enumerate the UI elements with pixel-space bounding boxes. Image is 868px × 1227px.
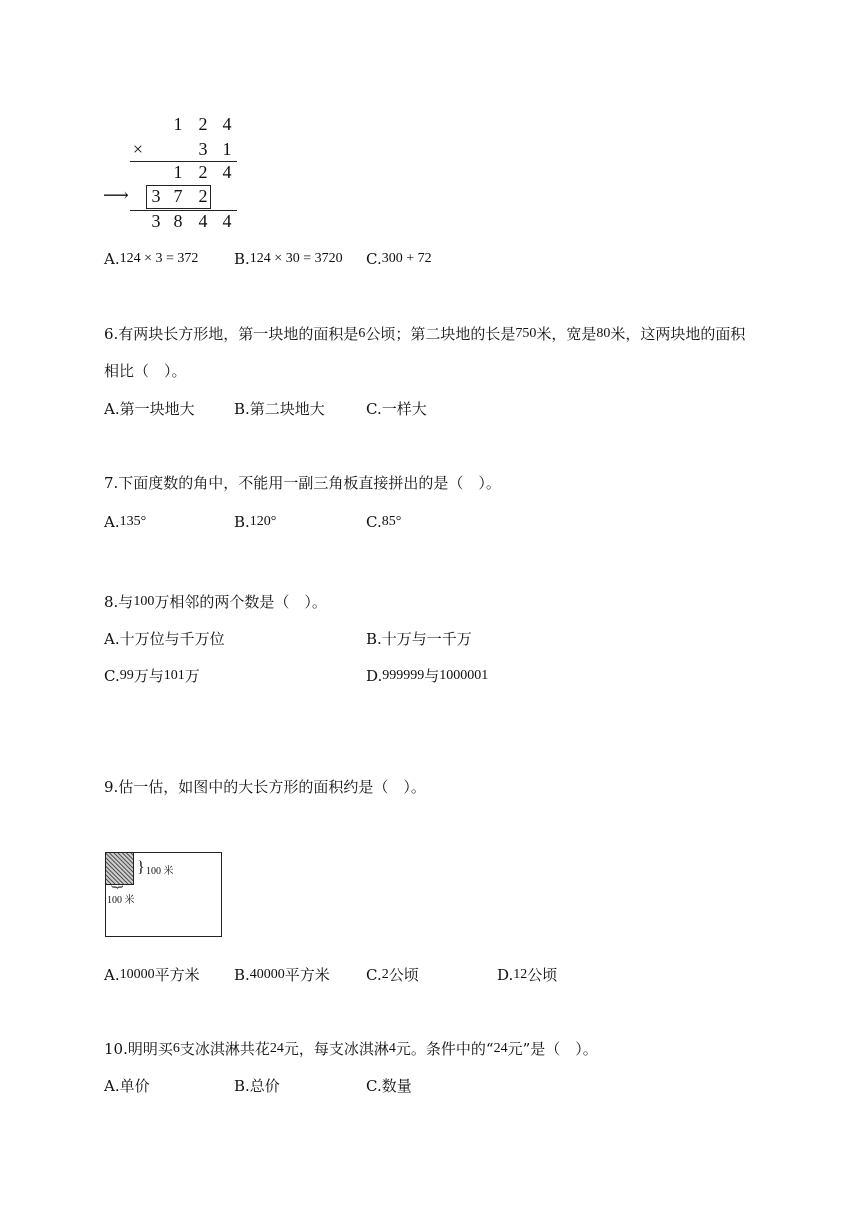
digit: 1	[173, 114, 183, 134]
brace-icon: }	[137, 859, 145, 876]
q8-option-b[interactable]: B.十万与一千万	[366, 630, 472, 648]
q7-option-a[interactable]	[104, 513, 146, 531]
times-sign: ×	[132, 139, 144, 159]
text: 万相邻的两个数是（ ）。	[154, 593, 327, 611]
q6-option-b[interactable]: B.第二块地大	[234, 400, 325, 418]
brace-icon-bottom: }	[109, 883, 125, 891]
number: 80	[596, 326, 611, 341]
option-prefix: A.	[104, 513, 120, 531]
option-prefix: C.	[366, 250, 382, 268]
q7-option-c[interactable]	[366, 513, 401, 531]
option-value: 85°	[381, 514, 402, 529]
q5-option-c[interactable]	[366, 250, 432, 268]
q9-text: 9.估一估，如图中的大长方形的面积约是（ ）。	[104, 778, 426, 796]
text: 10.明明买	[104, 1040, 173, 1058]
option-value: 124 × 30 = 3720	[249, 251, 343, 266]
q10-text	[104, 1038, 598, 1059]
q8-text	[104, 591, 327, 612]
number: 101	[163, 668, 185, 683]
number: 1000001	[439, 668, 489, 683]
option-prefix: A.	[104, 966, 120, 984]
q8-option-a[interactable]: A.十万位与千万位	[104, 630, 225, 648]
option-prefix: B.	[234, 513, 250, 531]
text: 8.与	[104, 593, 134, 611]
q6-text-line2: 相比（ ）。	[104, 362, 187, 380]
digit: 1	[173, 162, 183, 182]
digit: 8	[173, 211, 183, 231]
q9-option-b[interactable]	[234, 964, 330, 985]
text: 公顷；第二块地的长是	[365, 325, 516, 343]
digit: 3	[198, 139, 208, 159]
text: 米，宽是	[536, 325, 597, 343]
q8-option-c[interactable]	[104, 665, 200, 686]
digit: 1	[222, 139, 232, 159]
number: 999999	[382, 668, 425, 683]
digit: 4	[222, 162, 232, 182]
number: 4	[388, 1041, 396, 1056]
number: 99	[119, 668, 134, 683]
hatched-square	[106, 853, 134, 885]
number: 6	[358, 326, 366, 341]
option-prefix: C.	[366, 513, 382, 531]
q10-option-c[interactable]: C.数量	[366, 1077, 412, 1095]
number: 24	[269, 1041, 284, 1056]
option-value: 300 + 72	[381, 251, 432, 266]
digit: 2	[198, 114, 208, 134]
text: 万	[184, 667, 200, 685]
vertical-multiplication	[100, 108, 250, 238]
arrow-icon: ⟶	[103, 185, 129, 206]
option-value: 124 × 3 = 372	[119, 251, 199, 266]
q6-option-c[interactable]: C.一样大	[366, 400, 427, 418]
number: 24	[493, 1041, 508, 1056]
number: 40000	[249, 967, 285, 982]
q10-option-b[interactable]: B.总价	[234, 1077, 280, 1095]
digit: 3	[151, 211, 161, 231]
text: 米，这两块地的面积	[610, 325, 746, 343]
digit: 7	[173, 186, 183, 206]
q9-option-a[interactable]	[104, 964, 200, 985]
option-prefix: B.	[234, 966, 250, 984]
text: 与	[424, 667, 440, 685]
digit: 4	[222, 211, 232, 231]
option-prefix: D.	[366, 667, 383, 685]
q6-option-a[interactable]: A.第一块地大	[104, 400, 195, 418]
number: 6	[172, 1041, 180, 1056]
text: 元”是（ ）。	[507, 1040, 598, 1058]
text: 元。条件中的“	[395, 1040, 494, 1058]
q9-option-d[interactable]	[497, 964, 557, 985]
rectangle-figure	[105, 852, 222, 937]
digit: 4	[222, 114, 232, 134]
q7-text: 7.下面度数的角中，不能用一副三角板直接拼出的是（ ）。	[104, 474, 501, 492]
unit: 平方米	[284, 966, 330, 984]
text: 元，每支冰淇淋	[283, 1040, 389, 1058]
unit: 平方米	[154, 966, 200, 984]
q6-text-line1	[104, 323, 745, 344]
option-value: 135°	[119, 514, 147, 529]
text: 支冰淇淋共花	[179, 1040, 270, 1058]
option-prefix: B.	[234, 250, 250, 268]
digit: 3	[151, 186, 161, 206]
option-value: 120°	[249, 514, 277, 529]
digit: 2	[198, 186, 208, 206]
side-label-bottom: 100 米	[107, 895, 135, 906]
digit: 4	[198, 211, 208, 231]
q9-option-c[interactable]	[366, 964, 419, 985]
number: 2	[381, 967, 389, 982]
q5-option-a[interactable]	[104, 250, 198, 268]
digit: 2	[198, 162, 208, 182]
q10-option-a[interactable]: A.单价	[104, 1077, 150, 1095]
number: 100	[133, 594, 155, 609]
q8-option-d[interactable]	[366, 665, 488, 686]
text: 6.有两块长方形地，第一块地的面积是	[104, 325, 359, 343]
unit: 公顷	[388, 966, 419, 984]
text: 万与	[133, 667, 164, 685]
number: 10000	[119, 967, 155, 982]
side-label-right: 100 米	[146, 866, 174, 877]
q5-option-b[interactable]	[234, 250, 343, 268]
option-prefix: C.	[104, 667, 120, 685]
option-prefix: C.	[366, 966, 382, 984]
option-prefix: A.	[104, 250, 120, 268]
option-prefix: D.	[497, 966, 514, 984]
number: 750	[515, 326, 537, 341]
unit: 公顷	[527, 966, 558, 984]
q7-option-b[interactable]	[234, 513, 276, 531]
number: 12	[513, 967, 528, 982]
